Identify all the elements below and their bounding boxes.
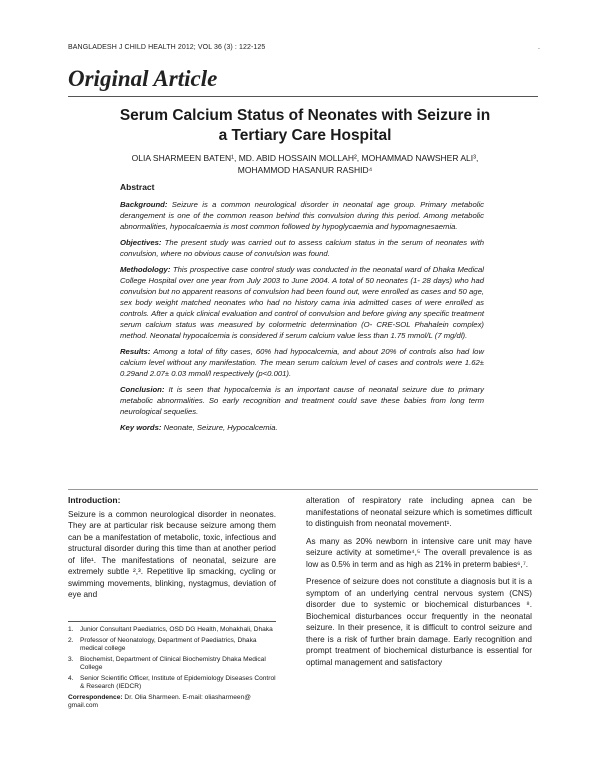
keywords-label: Key words: [120, 423, 162, 432]
footnote-number: 3. [68, 655, 74, 663]
footnote-text: Junior Consultant Paediatrics, OSD DG Health, Mohakhali, Dhaka [80, 626, 273, 633]
background-text: Seizure is a common neurological disorder in neonatal age group. Primary metabolic derangement is one of the common reason behind this convulsion during this period. Among metabolic abnormalities, hypocalcaemia is most common followed by hypoglycaemia and hypomagnesaemia. [120, 200, 484, 231]
conclusion-text: It is seen that hypocalcemia is an important cause of neonatal seizure due to primary metabolic abnormalities. So early recognition and treatment could save these babies from long term neurological sequelies. [120, 385, 484, 416]
objectives-text: The present study was carried out to assess calcium status in the serum of neonates with convulsion, where no obvious cause of convulsion was found. [120, 238, 484, 258]
right-column [306, 495, 532, 674]
footnote-number: 4. [68, 674, 74, 682]
objectives-label: Objectives: [120, 238, 162, 247]
authors [70, 152, 540, 176]
footnote-item [68, 675, 276, 692]
abstract-conclusion [120, 384, 484, 417]
abstract-background [120, 199, 484, 232]
intro-paragraph-1: Seizure is a common neurological disorder in neonates. They are at particular risk because seizure among them can be a manifestation of metabolic, toxic, infectious and structural disorder during this time than at another period of life¹. The manifestations of neonatal, seizure are extremely subtle ²,³. Repetitive lip smacking, cycling or swimming movements, blinking, nystagmus, deviation of eye and [68, 509, 276, 599]
correspondence [68, 694, 276, 711]
abstract [120, 182, 484, 438]
footnote-text: Biochemist, Department of Clinical Biochemistry Dhaka Medical College [80, 655, 266, 671]
footnote-text: Senior Scientific Officer, Institute of Epidemiology Diseases Control & Research (IEDCR) [80, 674, 276, 690]
footnote-item [68, 656, 276, 673]
footnote-item [68, 626, 276, 635]
correspondence-text: Dr. Olia Sharmeen. E-mail: oliasharmeen@ gmail.com [68, 693, 251, 709]
section-title: Original Article [68, 66, 218, 91]
conclusion-label: Conclusion: [120, 385, 165, 394]
intro-paragraph-3: As many as 20% newborn in intensive care unit may have seizure activity at sometime⁴,⁵ The overall prevalence is as low as 0.5% in term and as high as 21% in preterm babies⁶,⁷. [306, 536, 532, 569]
left-column [68, 495, 276, 607]
footnote-item [68, 637, 276, 654]
abstract-divider [68, 489, 538, 490]
introduction-heading: Introduction: [68, 495, 121, 505]
abstract-methodology [120, 264, 484, 341]
footnote-divider [68, 621, 276, 622]
author-line: OLIA SHARMEEN BATEN¹, MD. ABID HOSSAIN MOLLAH², MOHAMMAD NAWSHER ALI³, [131, 153, 479, 163]
background-label: Background: [120, 200, 168, 209]
intro-paragraph-4: Presence of seizure does not constitute a diagnosis but it is a symptom of an underlying central nervous system (CNS) disorder due to systemic or biochemical disturbances ⁸. Biochemical disturbances occur frequently in the neonatal seizure. In their presence, it is difficult to control seizure and there is a risk of further brain damage. Early recognition and prompt treatment of biochemical disturbance is essential for optimal management and satisfactory [306, 577, 532, 667]
correspondence-label: Correspondence: [68, 693, 123, 701]
footnote-number: 2. [68, 636, 74, 644]
abstract-keywords [120, 422, 484, 433]
results-text: Among a total of fifty cases, 60% had hypocalcemia, and about 20% of controls also had low calcium level without any manifestation. The mean serum calcium level of cases and controls were 1.62± 0.29and 2.07± 0.03 mmol/l respectively (p<0.001). [120, 347, 484, 378]
intro-paragraph-2: alteration of respiratory rate including apnea can be manifestations of neonatal seizure which is sometimes difficult to distinguish from neonatal movement¹. [306, 496, 532, 528]
keywords-text: Neonate, Seizure, Hypocalcemia. [161, 423, 278, 432]
author-line: MOHAMMOD HASANUR RASHID⁴ [237, 165, 373, 175]
results-label: Results: [120, 347, 151, 356]
abstract-objectives [120, 237, 484, 259]
footnotes [68, 626, 276, 711]
article-title [80, 106, 530, 146]
journal-header: BANGLADESH J CHILD HEALTH 2012; VOL 36 (3) : 122-125 [68, 44, 266, 51]
title-line: a Tertiary Care Hospital [218, 127, 392, 144]
abstract-results [120, 346, 484, 379]
methodology-text: This prospective case control study was conducted in the neonatal ward of Dhaka Medical College Hospital over one year from July 2003 to June 2004. A total of 50 neonates (1- 28 days) who had convulsion but no apparent reasons of convulsion had been found out, were enrolled as cases and 50 age, sex body weight matched neonates who had no history cama inia admitted cases of were enrolled as controls. After a quick clinical evaluation and control of convulsion and before giving any specific treatment serum calcium status was measured by colormetric determination (O- CRE-SOL Phahalein complex) method. Neonatal hypocalcemia is considered if serum calcium value less than 1.75 mmol/L (7 mg/dl). [120, 265, 484, 340]
footnote-number: 1. [68, 626, 74, 633]
header-divider [68, 96, 538, 97]
page-marker: . [538, 44, 540, 51]
title-line: Serum Calcium Status of Neonates with Seizure in [119, 107, 491, 124]
methodology-label: Methodology: [120, 265, 171, 274]
footnote-text: Professor of Neonatology, Department of Paediatrics, Dhaka medical college [80, 636, 257, 652]
abstract-heading: Abstract [120, 182, 155, 192]
